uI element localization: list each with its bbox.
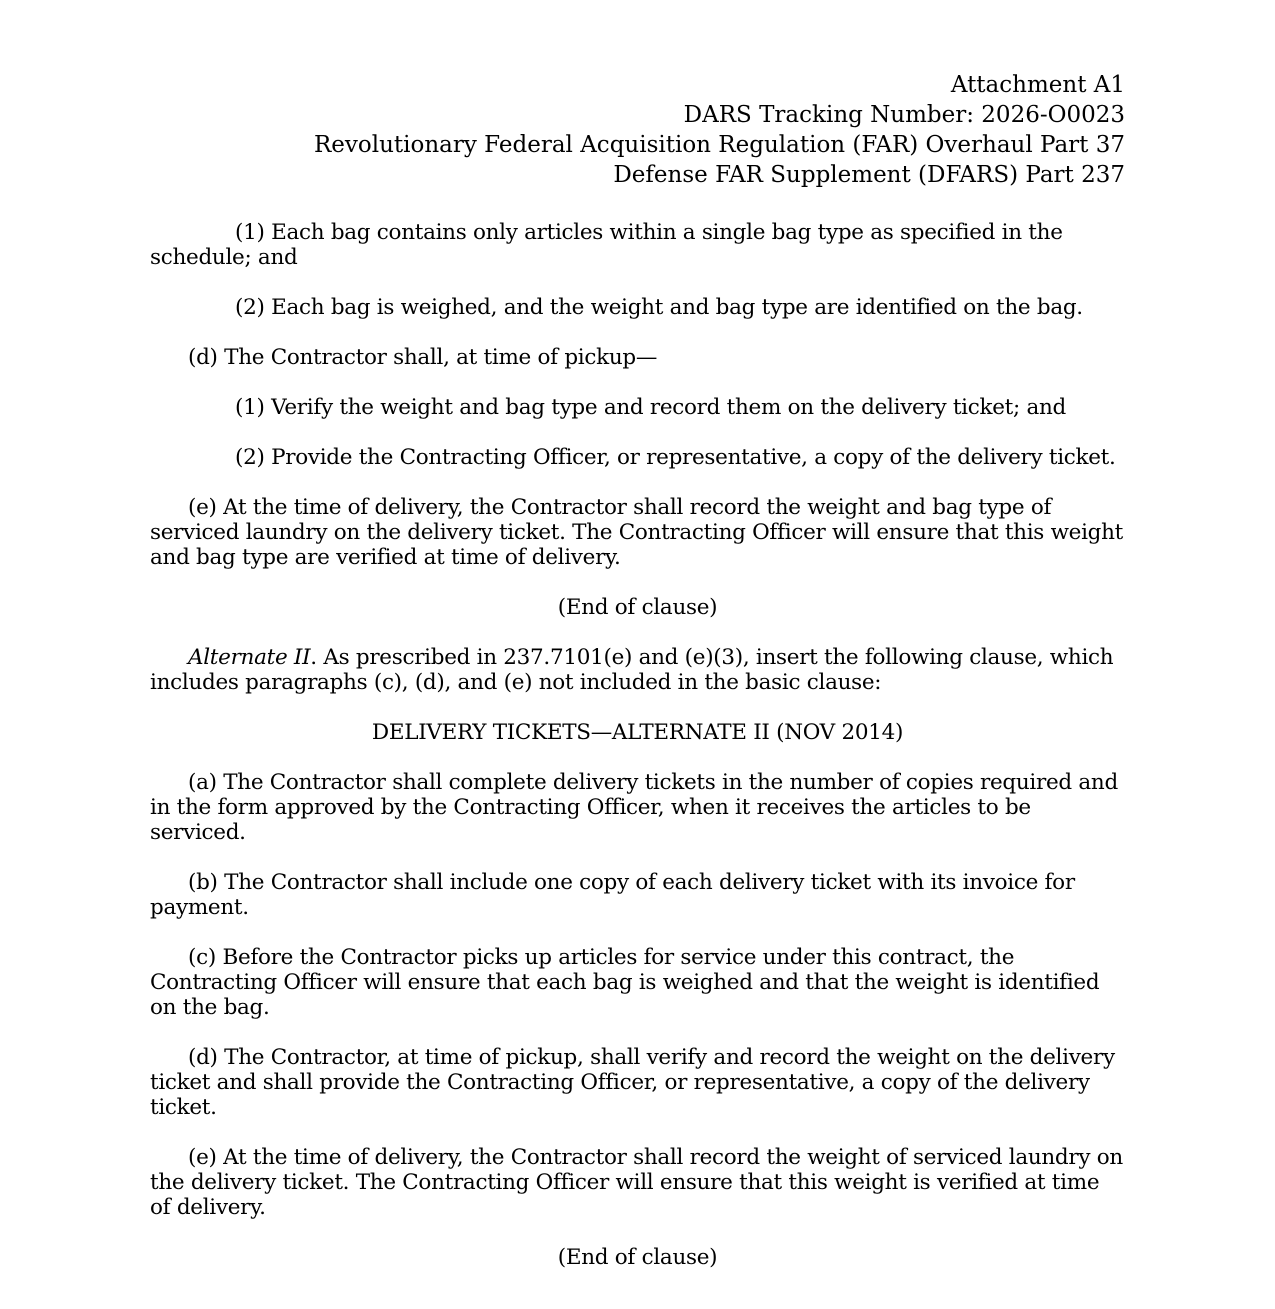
alternate-ii-label: Alternate II [188, 645, 311, 670]
document-page [150, 70, 1125, 1295]
header-tracking-number: DARS Tracking Number: 2026-O0023 [683, 102, 1125, 128]
page-header [150, 70, 1125, 190]
paragraph-c2: (2) Each bag is weighed, and the weight and bag type are identified on the bag. [235, 295, 1083, 320]
paragraph-d2: (2) Provide the Contracting Officer, or representative, a copy of the delivery ticket. [235, 445, 1116, 470]
header-attachment: Attachment A1 [950, 72, 1125, 98]
alt-paragraph-e: (e) At the time of delivery, the Contractor shall record the weight of serviced laundry on the delivery ticket. The Contracting Officer will ensure that this weight is verified at time of delivery. [150, 1145, 1123, 1220]
alternate-ii-paragraph [150, 645, 1125, 695]
alt-paragraph-c: (c) Before the Contractor picks up articles for service under this contract, the Contracting Officer will ensure that each bag is weighed and that the weight is identified on the bag. [150, 945, 1100, 1020]
paragraph-e: (e) At the time of delivery, the Contractor shall record the weight and bag type of serviced laundry on the delivery ticket. The Contracting Officer will ensure that this weight and bag type are verified at time of delivery. [150, 495, 1124, 570]
paragraph-d: (d) The Contractor shall, at time of pickup— [188, 345, 658, 370]
end-of-clause: (End of clause) [557, 595, 718, 620]
alt-paragraph-a: (a) The Contractor shall complete delivery tickets in the number of copies required and in the form approved by the Contracting Officer, when it receives the articles to be serviced. [150, 770, 1118, 845]
header-dfars-part: Defense FAR Supplement (DFARS) Part 237 [613, 162, 1125, 188]
clause-title: DELIVERY TICKETS—ALTERNATE II (NOV 2014) [371, 720, 904, 745]
paragraph-d1: (1) Verify the weight and bag type and record them on the delivery ticket; and [235, 395, 1066, 420]
alt-paragraph-b: (b) The Contractor shall include one copy of each delivery ticket with its invoice for payment. [150, 870, 1075, 920]
header-far-part: Revolutionary Federal Acquisition Regulation (FAR) Overhaul Part 37 [313, 132, 1125, 158]
paragraph-c1: (1) Each bag contains only articles within a single bag type as specified in the schedule; and [150, 220, 1063, 270]
alternate-ii-text: . As prescribed in 237.7101(e) and (e)(3), insert the following clause, which includes paragraphs (c), (d), and (e) not included in the basic clause: [150, 645, 1114, 695]
end-of-clause-alt: (End of clause) [557, 1245, 718, 1270]
alt-paragraph-d: (d) The Contractor, at time of pickup, shall verify and record the weight on the delivery ticket and shall provide the Contracting Officer, or representative, a copy of the delivery ticket. [150, 1045, 1115, 1120]
